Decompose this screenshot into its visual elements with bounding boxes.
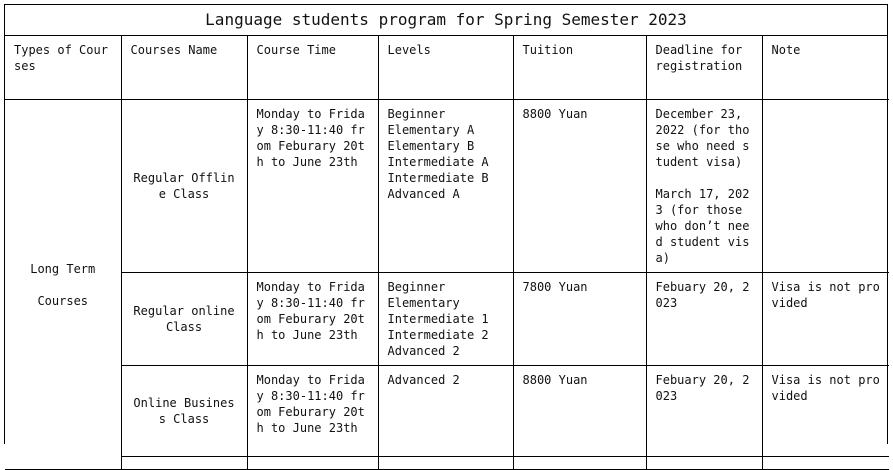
course-type-line-2: Courses [37,293,89,308]
course-type-line-1: Long Term [30,261,96,276]
header-note: Note [762,36,889,100]
empty-cell [646,457,762,470]
header-levels: Levels [378,36,513,100]
document-page [4,4,888,444]
header-course-time: Course Time [247,36,378,100]
course-name-cell: Online Business Class [121,366,247,457]
levels-cell: Beginner Elementary Intermediate 1 Intermediate 2 Advanced 2 [378,273,513,366]
empty-cell [121,457,247,470]
table-header-row [5,36,889,100]
header-tuition: Tuition [513,36,646,100]
deadline-cell [646,100,762,273]
table-row [5,100,889,273]
note-cell [762,100,889,273]
course-time-cell: Monday to Friday 8:30-11:40 from Feburary 20th to June 23th [247,100,378,273]
document-title: Language students program for Spring Semester 2023 [5,5,887,36]
program-table [5,36,889,470]
deadline-text-2: March 17, 2023 (for those who don’t need student visa) [655,187,750,265]
levels-cell: Advanced 2 [378,366,513,457]
deadline-cell: Febuary 20, 2023 [646,366,762,457]
table-row [5,366,889,457]
empty-cell [513,457,646,470]
empty-cell [762,457,889,470]
deadline-cell: Febuary 20, 2023 [646,273,762,366]
header-types-of-courses: Types of Courses [5,36,121,100]
levels-cell: Beginner Elementary A Elementary B Intermediate A Intermediate B Advanced A [378,100,513,273]
course-name-cell: Regular Offline Class [121,100,247,273]
tuition-cell: 8800 Yuan [513,366,646,457]
course-time-cell: Monday to Friday 8:30-11:40 from Feburary 20th to June 23th [247,366,378,457]
course-type-cell [5,100,121,470]
note-cell: Visa is not provided [762,273,889,366]
note-cell: Visa is not provided [762,366,889,457]
course-time-cell: Monday to Friday 8:30-11:40 from Feburary 20th to June 23th [247,273,378,366]
header-courses-name: Courses Name [121,36,247,100]
table-row [5,273,889,366]
empty-cell [247,457,378,470]
header-deadline: Deadline for registration [646,36,762,100]
table-row-continuation [5,457,889,470]
course-name-cell: Regular online Class [121,273,247,366]
empty-cell [378,457,513,470]
deadline-text-1: December 23, 2022 (for those who need student visa) [655,107,750,169]
tuition-cell: 8800 Yuan [513,100,646,273]
tuition-cell: 7800 Yuan [513,273,646,366]
